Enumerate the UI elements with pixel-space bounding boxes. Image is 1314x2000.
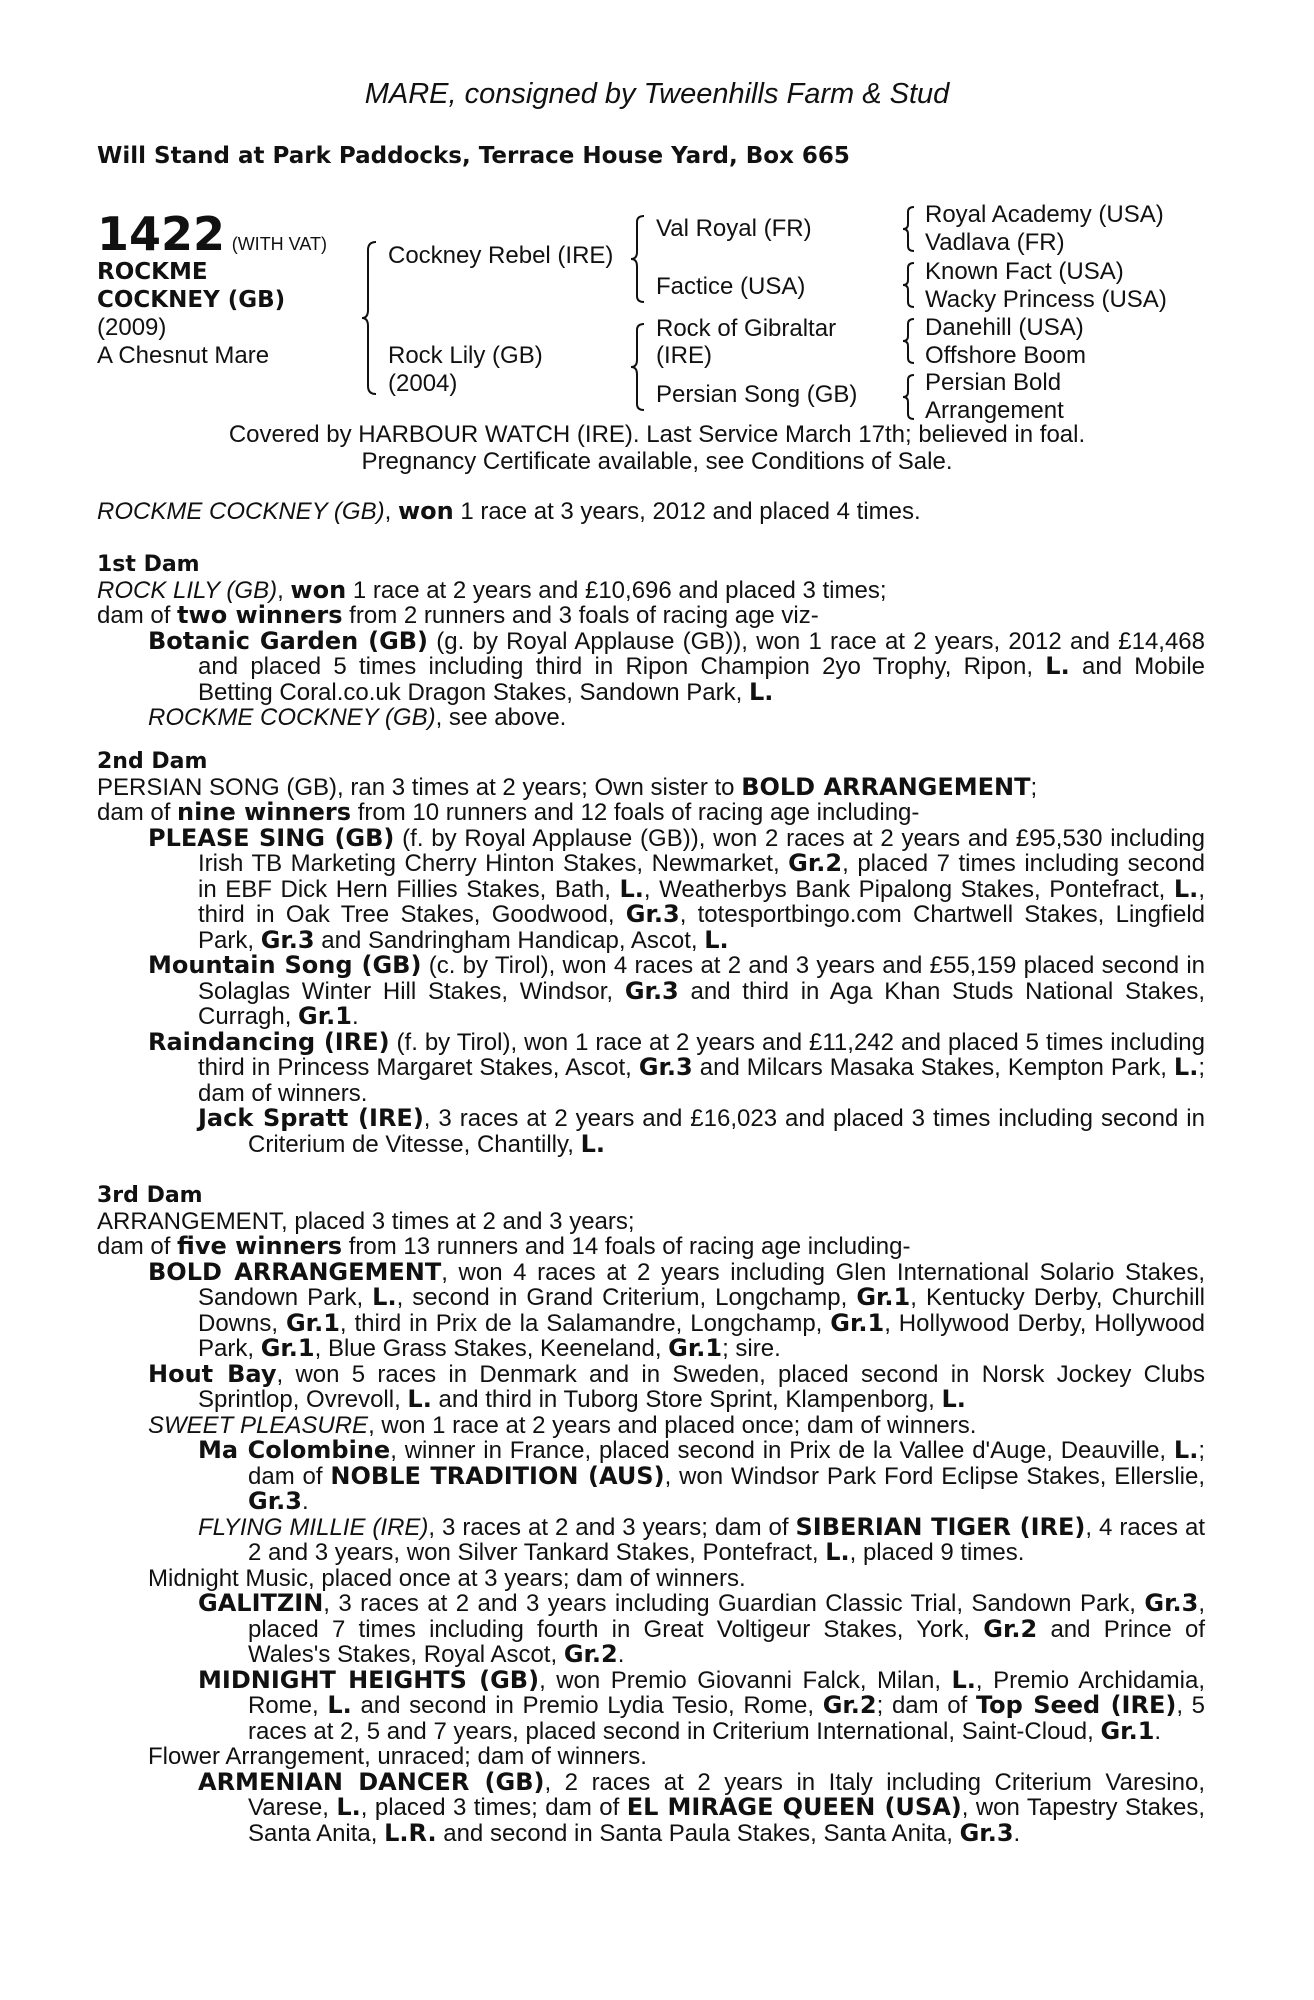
rockme-cockney-text: , see above. xyxy=(435,704,567,731)
produce-armenian-dancer xyxy=(97,1767,1206,1847)
ba-t3: , Kentucky Derby, Churchill Downs, xyxy=(198,1284,1205,1337)
horse-name-line1: ROCKME xyxy=(97,259,208,285)
raindancing-name: Raindancing (IRE) xyxy=(148,1027,390,1056)
ad-t4: and second in Santa Paula Stakes, Santa Anita, xyxy=(436,1819,960,1847)
ad-t5: . xyxy=(1013,1819,1021,1847)
please-sing-L3: L. xyxy=(704,925,729,954)
lot-block xyxy=(97,207,328,370)
ba-t2: , second in Grand Criterium, Longchamp, xyxy=(396,1284,857,1311)
mh-t3: and second in Premio Lydia Tesio, Rome, xyxy=(351,1692,823,1719)
produce-rockme-cockney xyxy=(97,705,1205,731)
gz-t2: , placed 7 times including fourth in Great Voltigeur Stakes, York, xyxy=(248,1590,1205,1643)
fm-t3: , placed 9 times. xyxy=(849,1539,1025,1566)
noble-tradition-name: NOBLE TRADITION (AUS) xyxy=(330,1461,665,1490)
horse-year: (2009) xyxy=(97,314,167,341)
mc-t1: , winner in France, placed second in Prix de la Vallee d'Auge, Deauville, xyxy=(390,1437,1174,1464)
second-dam-produce-a: dam of xyxy=(97,799,178,826)
mh-L1: L. xyxy=(951,1665,976,1694)
produce-flower-arrangement: Flower Arrangement, unraced; dam of winners. xyxy=(148,1743,647,1770)
second-dam-section xyxy=(97,749,1205,1157)
ba-t6: , Blue Grass Stakes, Keeneland, xyxy=(314,1335,669,1362)
third-dam-produce-a: dam of xyxy=(97,1233,178,1260)
mh-L2: L. xyxy=(327,1691,352,1719)
raindancing-t3: ; dam of winners. xyxy=(198,1054,1205,1107)
first-dam-section: 1st Dam ROCK LILY (GB), won 1 race at 2 years and £10,696 and placed 3 times; dam of two winners from 2 runners and 3 foals of racing age viz- Botanic Garden (GB) (g. by Royal Applause (GB)), won 1 race at 2 years, 2012 and £14,468 and placed 5 times including third in Ripon Champion 2yo Trophy, Ripon, L. and Mobile Betting Coral.co.uk Dragon Stakes, Sandown Park, L. ROCKME COCKNEY (GB), see above. xyxy=(97,552,1206,731)
siberian-tiger-name: SIBERIAN TIGER (IRE) xyxy=(795,1512,1086,1541)
hb-L2: L. xyxy=(941,1385,966,1413)
produce-ma-colombine xyxy=(97,1438,1205,1515)
please-sing-t2: , placed 7 times including second in EBF Dick Hern Fillies Stakes, Bath, xyxy=(198,850,1206,903)
produce-midnight-music: Midnight Music, placed once at 3 years; dam of winners. xyxy=(148,1564,746,1592)
pregnancy-line: Pregnancy Certificate available, see Conditions of Sale. xyxy=(361,448,953,475)
ped-dam: Rock Lily (GB) xyxy=(388,342,543,369)
mh-t5: , 5 races at 2, 5 and 7 years, placed second in Criterium International, Saint-Cloud, xyxy=(248,1692,1206,1745)
sweet-pleasure-name: SWEET PLEASURE xyxy=(148,1411,369,1439)
please-sing-t6: and Sandringham Handicap, Ascot, xyxy=(314,926,705,954)
covered-line: Covered by HARBOUR WATCH (IRE). Last Service March 17th; believed in foal. xyxy=(228,421,1086,448)
jack-spratt-name: Jack Spratt (IRE) xyxy=(198,1104,424,1132)
lot-vat: (WITH VAT) xyxy=(231,234,328,254)
ba-t7: ; sire. xyxy=(722,1335,781,1362)
mountain-song-g1: Gr.3 xyxy=(624,976,679,1005)
mountain-song-g2: Gr.1 xyxy=(298,1002,352,1030)
raindancing-g1: Gr.3 xyxy=(638,1053,693,1081)
produce-midnight-heights xyxy=(97,1665,1206,1745)
please-sing-t4: , third in Oak Tree Stakes, Goodwood, xyxy=(198,875,1205,928)
lot-number: 1422 xyxy=(97,207,226,261)
mountain-song-t3: . xyxy=(351,1003,359,1030)
third-dam-produce-c: from 13 runners and 14 foals of racing age including- xyxy=(342,1233,911,1260)
first-dam-name: ROCK LILY (GB) xyxy=(97,576,278,604)
mh-t6: . xyxy=(1154,1717,1162,1745)
consignor-title: MARE, consigned by Tweenhills Farm & Stud xyxy=(364,78,950,110)
ba-g2: Gr.1 xyxy=(285,1308,340,1337)
horse-description: A Chesnut Mare xyxy=(97,342,270,369)
summary-rest: 1 race at 3 years, 2012 and placed 4 times. xyxy=(453,498,921,525)
mountain-song-name: Mountain Song (GB) xyxy=(148,951,422,979)
please-sing-L1: L. xyxy=(619,874,644,903)
first-dam-winners: two winners xyxy=(177,601,343,629)
please-sing-name: PLEASE SING (GB) xyxy=(148,823,395,852)
botanic-garden-listed1: L. xyxy=(1045,652,1070,680)
mountain-song-t1: (c. by Tirol), won 4 races at 2 and 3 years and £55,159 placed second in Solaglas Winter Hill Stakes, Windsor, xyxy=(198,952,1206,1005)
pedigree-brace-ds xyxy=(900,316,918,366)
first-dam-produce-c: from 2 runners and 3 foals of racing age viz- xyxy=(342,602,819,629)
ba-g4: Gr.1 xyxy=(260,1334,315,1362)
fm-L1: L. xyxy=(825,1538,850,1566)
summary-won: won xyxy=(397,497,454,525)
ped-ssd: Vadlava (FR) xyxy=(925,229,1065,256)
botanic-garden-listed2: L. xyxy=(748,677,774,706)
pedigree-brace-ss xyxy=(900,204,918,254)
raindancing-t1: (f. by Tirol), won 1 race at 2 years and £11,242 and placed 5 times including third in Princess Margaret Stakes, Ascot, xyxy=(198,1028,1205,1081)
mh-t4: ; dam of xyxy=(876,1692,976,1719)
third-dam-heading: 3rd Dam xyxy=(97,1183,203,1208)
stand-location: Will Stand at Park Paddocks, Terrace House Yard, Box 665 xyxy=(97,143,850,169)
pedigree-brace-dam xyxy=(628,320,648,414)
hb-L1: L. xyxy=(407,1385,432,1413)
third-dam-line1: ARRANGEMENT, placed 3 times at 2 and 3 years; xyxy=(97,1207,635,1235)
produce-mountain-song xyxy=(97,953,1205,1030)
mh-t1: , won Premio Giovanni Falck, Milan, xyxy=(539,1666,952,1694)
ad-t1: , 2 races at 2 years in Italy including Criterium Varesino, Varese, xyxy=(248,1768,1206,1821)
hb-t2: and third in Tuborg Store Sprint, Klampenborg, xyxy=(431,1386,942,1413)
raindancing-t2: and Milcars Masaka Stakes, Kempton Park, xyxy=(692,1054,1174,1081)
fm-t1: , 3 races at 2 and 3 years; dam of xyxy=(428,1513,796,1541)
first-dam-produce-a: dam of xyxy=(97,602,178,629)
please-sing-g1: Gr.2 xyxy=(788,849,843,877)
race-summary: ROCKME COCKNEY (GB), won 1 race at 3 years, 2012 and placed 4 times. xyxy=(97,497,921,525)
ped-dam-dam: Persian Song (GB) xyxy=(656,381,858,408)
ba-g5: Gr.1 xyxy=(668,1334,723,1362)
horse-name-line2: COCKNEY (GB) xyxy=(97,287,286,313)
galitzin-name: GALITZIN xyxy=(198,1589,324,1617)
el-mirage-queen-name: EL MIRAGE QUEEN (USA) xyxy=(626,1793,962,1821)
produce-botanic-garden xyxy=(97,626,1206,706)
produce-please-sing xyxy=(97,823,1206,954)
ba-t1: , won 4 races at 2 years including Glen International Solario Stakes, Sandown Park, xyxy=(198,1258,1205,1311)
ad-t3: , won Tapestry Stakes, Santa Anita, xyxy=(248,1794,1206,1847)
gz-t4: . xyxy=(617,1641,625,1668)
second-dam-winners: nine winners xyxy=(177,798,352,826)
ped-sire-sire: Val Royal (FR) xyxy=(656,215,812,242)
hout-bay-name: Hout Bay xyxy=(148,1359,277,1388)
gz-t3: and Prince of Wales's Stakes, Royal Ascot, xyxy=(248,1615,1205,1668)
ba-g1: Gr.1 xyxy=(856,1283,911,1311)
produce-raindancing xyxy=(97,1027,1205,1107)
fm-t2: , 4 races at 2 and 3 years, won Silver Tankard Stakes, Pontefract, xyxy=(248,1513,1205,1566)
first-dam-heading: 1st Dam xyxy=(97,552,200,577)
produce-bold-arrangement xyxy=(97,1257,1206,1362)
mh-g2: Gr.1 xyxy=(1100,1716,1155,1745)
pedigree-brace-dd xyxy=(900,372,918,422)
botanic-garden-text1: (g. by Royal Applause (GB)), won 1 race at 2 years, 2012 and £14,468 and placed 5 times including third in Ripon Champion 2yo Trophy, Ripon, xyxy=(198,627,1206,680)
mc-t3: , won Windsor Park Ford Eclipse Stakes, Ellerslie, xyxy=(664,1462,1205,1490)
botanic-garden-name: Botanic Garden (GB) xyxy=(148,626,429,655)
ad-L1: L. xyxy=(336,1793,361,1821)
third-dam-section xyxy=(97,1183,1205,1846)
second-dam-line1c: ; xyxy=(1030,773,1038,801)
mh-t2: , Premio Archidamia, Rome, xyxy=(248,1666,1205,1719)
produce-jack-spratt xyxy=(97,1106,1205,1157)
second-dam-heading: 2nd Dam xyxy=(97,749,208,774)
ped-sss: Royal Academy (USA) xyxy=(925,201,1164,228)
second-dam-produce-c: from 10 runners and 12 foals of racing age including- xyxy=(351,799,920,826)
produce-galitzin xyxy=(97,1591,1205,1668)
ped-dam-sire-line2: (IRE) xyxy=(656,342,712,369)
midnight-heights-name: MIDNIGHT HEIGHTS (GB) xyxy=(198,1665,540,1694)
ped-ddd: Arrangement xyxy=(925,397,1064,424)
botanic-garden-text2: and Mobile Betting Coral.co.uk Dragon Stakes, Sandown Park, xyxy=(198,653,1206,706)
summary-name: ROCKME COCKNEY (GB) xyxy=(97,498,385,525)
please-sing-L2: L. xyxy=(1173,874,1199,903)
pedigree-brace-sire xyxy=(628,212,648,306)
hb-t1: , won 5 races in Denmark and in Sweden, placed second in Norsk Jockey Clubs Sprintlop, Ovrevoll, xyxy=(198,1360,1205,1413)
raindancing-L1: L. xyxy=(1173,1053,1199,1081)
ad-g1: Gr.3 xyxy=(959,1818,1014,1847)
please-sing-t5: , totesportbingo.com Chartwell Stakes, Lingfield Park, xyxy=(198,901,1205,954)
ba-g3: Gr.1 xyxy=(830,1308,885,1337)
mh-g1: Gr.2 xyxy=(822,1691,877,1719)
gz-g2: Gr.2 xyxy=(983,1614,1038,1643)
third-dam-winners: five winners xyxy=(177,1232,343,1260)
jack-spratt-L1: L. xyxy=(580,1129,605,1158)
pedigree-brace-main xyxy=(358,238,382,398)
mc-g1: Gr.3 xyxy=(248,1487,302,1515)
ba-t5: , Hollywood Derby, Hollywood Park, xyxy=(198,1309,1206,1362)
please-sing-t1: (f. by Royal Applause (GB)), won 2 races at 2 years and £95,530 including Irish TB Marketing Cherry Hinton Stakes, Newmarket, xyxy=(198,824,1205,877)
bold-arrangement-name: BOLD ARRANGEMENT xyxy=(148,1257,442,1286)
pedigree-brace-sd xyxy=(900,260,918,310)
first-dam-record: 1 race at 2 years and £10,696 and placed 3 times; xyxy=(346,576,887,604)
gz-g3: Gr.2 xyxy=(563,1640,618,1668)
ped-dam-year: (2004) xyxy=(388,370,458,397)
sp-t1: , won 1 race at 2 years and placed once; dam of winners. xyxy=(368,1411,977,1439)
ped-dds: Persian Bold xyxy=(925,369,1062,396)
please-sing-g2: Gr.3 xyxy=(625,900,680,928)
ba-t4: , third in Prix de la Salamandre, Longchamp, xyxy=(339,1309,831,1337)
first-dam-won: won xyxy=(290,575,347,604)
ped-sds: Known Fact (USA) xyxy=(925,258,1124,285)
ad-t2: , placed 3 times; dam of xyxy=(360,1794,627,1821)
rockme-cockney-name: ROCKME COCKNEY (GB) xyxy=(148,704,436,731)
second-dam-line1a: PERSIAN SONG (GB), ran 3 times at 2 years; Own sister to xyxy=(97,773,742,801)
ba-L1: L. xyxy=(372,1283,397,1311)
ped-sdd: Wacky Princess (USA) xyxy=(925,286,1167,313)
ped-dam-sire-line1: Rock of Gibraltar xyxy=(656,315,837,342)
produce-hout-bay xyxy=(97,1359,1205,1413)
second-dam-sister: BOLD ARRANGEMENT xyxy=(741,772,1031,801)
mc-t2: ; dam of xyxy=(248,1437,1206,1490)
ped-dss: Danehill (USA) xyxy=(925,314,1084,341)
mountain-song-t2: and third in Aga Khan Studs National Stakes, Curragh, xyxy=(198,977,1205,1030)
please-sing-t3: , Weatherbys Bank Pipalong Stakes, Pontefract, xyxy=(643,875,1174,903)
ped-sire: Cockney Rebel (IRE) xyxy=(388,242,614,269)
mc-t4: . xyxy=(301,1488,309,1515)
ped-sire-dam: Factice (USA) xyxy=(656,273,806,300)
produce-flying-millie xyxy=(97,1512,1205,1566)
gz-g1: Gr.3 xyxy=(1144,1589,1199,1617)
mc-L1: L. xyxy=(1173,1436,1199,1464)
ped-dsd: Offshore Boom xyxy=(925,342,1086,369)
please-sing-g3: Gr.3 xyxy=(260,925,315,954)
gz-t1: , 3 races at 2 and 3 years including Guardian Classic Trial, Sandown Park, xyxy=(323,1590,1145,1617)
armenian-dancer-name: ARMENIAN DANCER (GB) xyxy=(198,1767,545,1796)
top-seed-name: Top Seed (IRE) xyxy=(976,1691,1177,1719)
produce-sweet-pleasure xyxy=(97,1413,1205,1439)
flying-millie-name: FLYING MILLIE (IRE) xyxy=(198,1513,429,1541)
jack-spratt-t1: , 3 races at 2 years and £16,023 and placed 3 times including second in Criterium de Vitesse, Chantilly, xyxy=(248,1105,1205,1158)
ma-colombine-name: Ma Colombine xyxy=(198,1436,391,1464)
ad-L2: L.R. xyxy=(384,1818,437,1847)
